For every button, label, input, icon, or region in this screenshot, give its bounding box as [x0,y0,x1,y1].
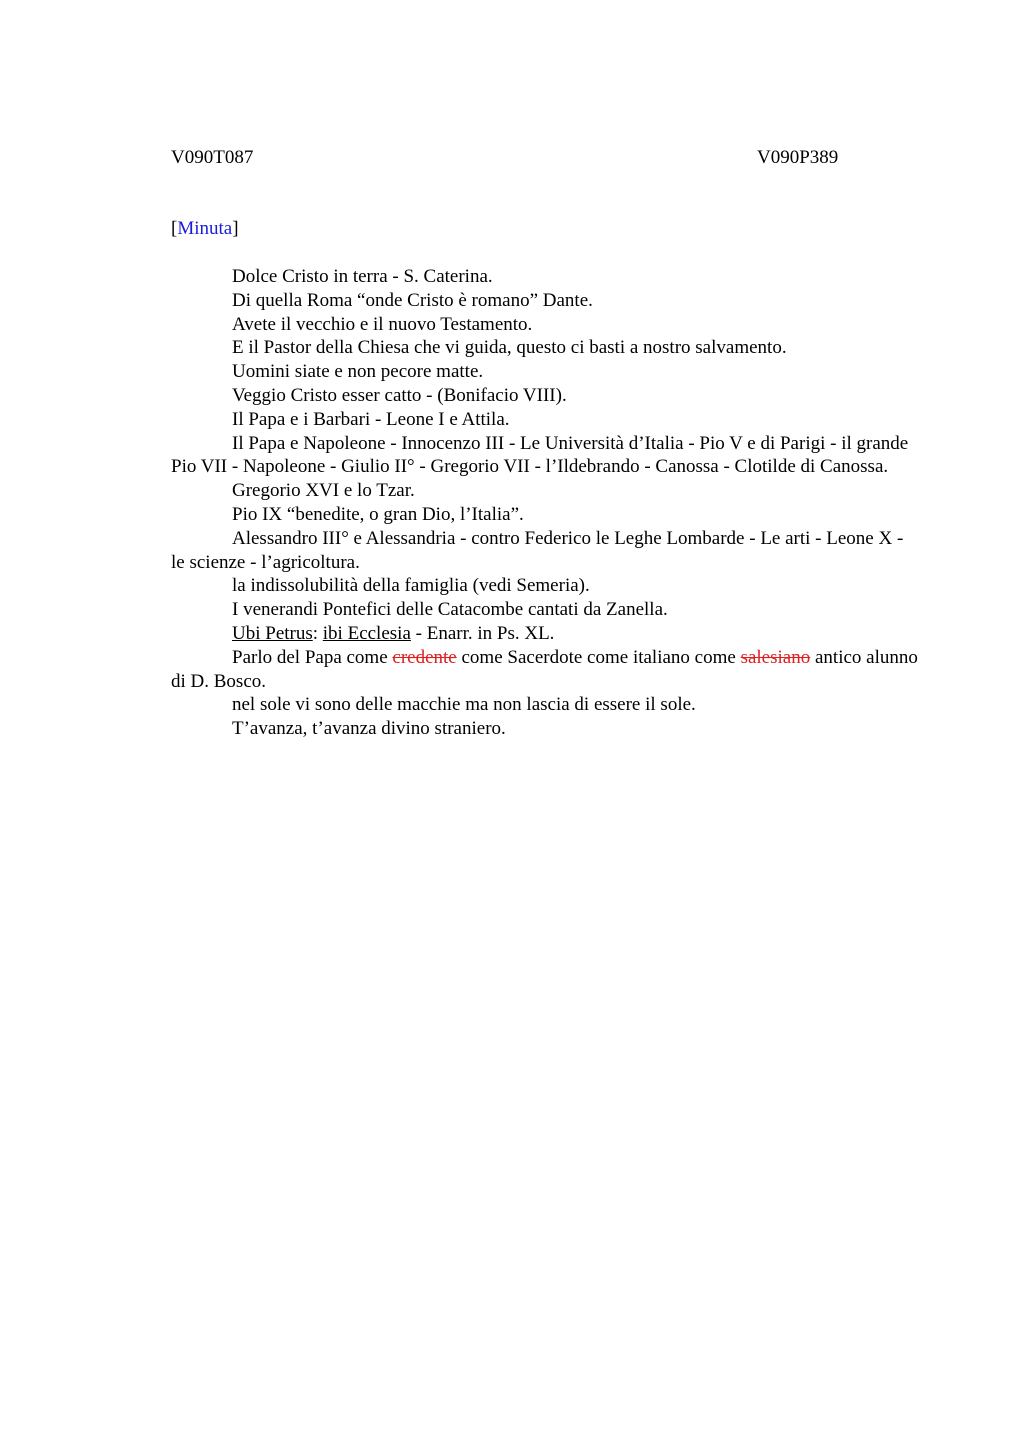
document-body [171,265,919,741]
text-line: E il Pastor della Chiesa che vi guida, questo ci basti a nostro salvamento. [232,337,787,359]
underlined-ibi-ecclesia: ibi Ecclesia [322,622,411,644]
document-code-right: V090P389 [757,147,839,168]
underlined-ubi-petrus: Ubi Petrus [232,622,313,644]
open-bracket: [ [171,218,178,239]
text-line: Di quella Roma “onde Cristo è romano” Dante. [232,289,593,311]
text-line: Avete il vecchio e il nuovo Testamento. [232,313,533,335]
text-line: Pio IX “benedite, o gran Dio, l’Italia”. [232,503,524,525]
text-line: Il Papa e i Barbari - Leone I e Attila. [232,408,510,430]
text-line: nel sole vi sono delle macchie ma non lascia di essere il sole. [232,694,696,716]
text-line: Gregorio XVI e lo Tzar. [232,480,415,502]
close-bracket: ] [232,218,239,239]
ubi-petrus-line [171,622,919,646]
text-line: T’avanza, t’avanza divino straniero. [232,718,506,740]
ubi-line-rest: - Enarr. in Ps. XL. [410,622,555,644]
separator-colon: : [312,622,323,644]
text-line: Dolce Cristo in terra - S. Caterina. [232,266,493,287]
parlo-text-1: Parlo del Papa come [232,646,393,668]
parlo-text-3: antico alunno di D. Bosco. [171,646,918,692]
section-label [171,217,239,241]
text-line: Il Papa e Napoleone - Innocenzo III - Le Università d’Italia - Pio V e di Parigi - il grande Pio VII - Napoleone - Giulio II° - Gregorio VII - l’Ildebrando - Canossa - Clotilde di Canossa. [171,432,909,478]
parlo-text-2: come Sacerdote come italiano come [456,646,741,668]
text-line: Uomini siate e non pecore matte. [232,361,484,383]
text-line: Veggio Cristo esser catto - (Bonifacio VIII). [232,384,567,406]
text-line: la indissolubilità della famiglia (vedi Semeria). [232,575,590,597]
parlo-line [171,646,919,694]
deleted-word-credente: credente [392,646,457,668]
text-line: I venerandi Pontefici delle Catacombe cantati da Zanella. [232,599,668,621]
document-code-left: V090T087 [171,147,254,168]
minuta-link[interactable]: Minuta [177,218,233,239]
deleted-word-salesiano: salesiano [740,646,811,668]
text-line: Alessandro III° e Alessandria - contro Federico le Leghe Lombarde - Le arti - Leone X - le scienze - l’agricoltura. [171,527,904,573]
